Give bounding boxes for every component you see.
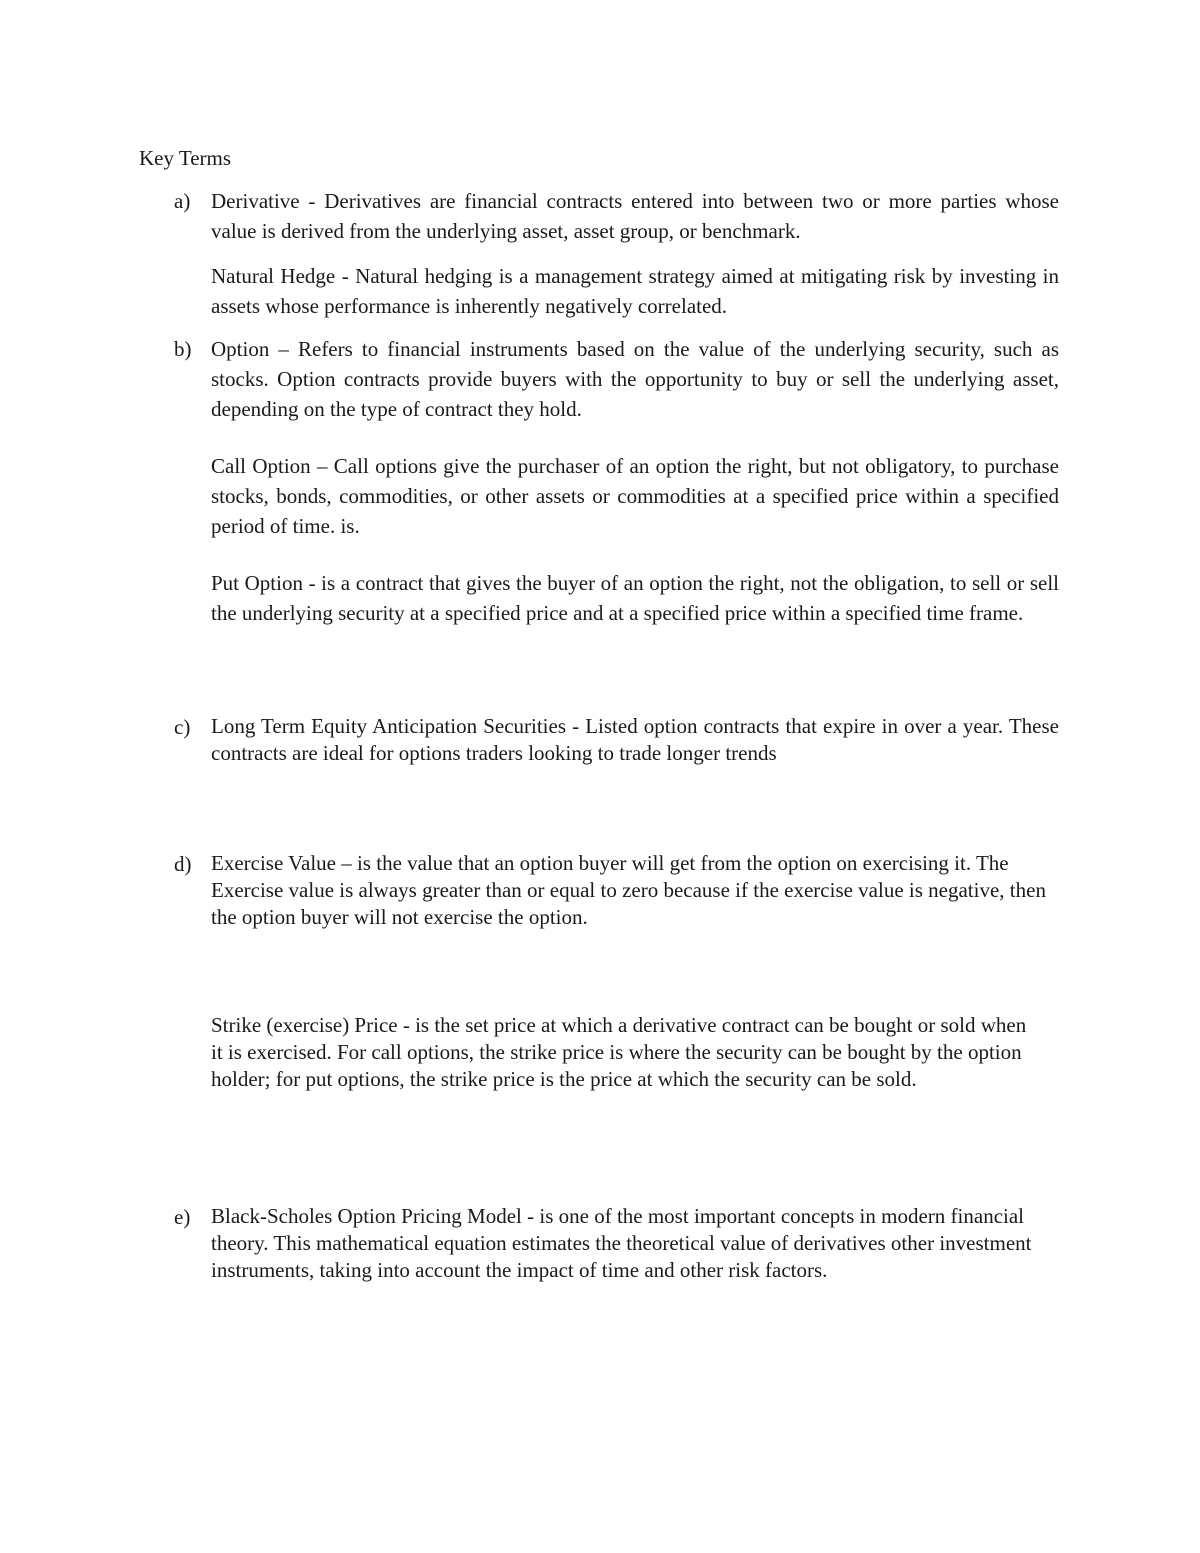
list-marker-b: b) — [174, 337, 192, 361]
term-black-scholes: Black-Scholes Option Pricing Model - is one of the most important concepts in modern financial theory. This mathematical equation estimates the theoretical value of derivatives other investment instruments, taking into account the impact of time and other risk factors. — [211, 1204, 1032, 1282]
list-marker-e: e) — [174, 1205, 191, 1229]
term-leaps: Long Term Equity Anticipation Securities - Listed option contracts that expire in over a year. These contracts are ideal for options traders looking to trade longer trends — [211, 714, 1059, 765]
term-strike-price: Strike (exercise) Price - is the set price at which a derivative contract can be bought or sold when it is exercised. For call options, the strike price is where the security can be bought by the option holder; for put options, the strike price is the price at which the security can be sold. — [211, 1013, 1027, 1091]
term-call-option: Call Option – Call options give the purchaser of an option the right, but not obligatory, to purchase stocks, bonds, commodities, or other assets or commodities at a specified price within a specified period of time. is. — [211, 454, 1059, 538]
term-exercise-value: Exercise Value – is the value that an option buyer will get from the option on exercising it. The Exercise value is always greater than or equal to zero because if the exercise value is negative, then the option buyer will not exercise the option. — [211, 851, 1046, 929]
term-natural-hedge: Natural Hedge - Natural hedging is a management strategy aimed at mitigating risk by investing in assets whose performance is inherently negatively correlated. — [211, 264, 1059, 318]
list-marker-a: a) — [174, 189, 191, 213]
term-put-option: Put Option - is a contract that gives the buyer of an option the right, not the obligation, to sell or sell the underlying security at a specified price and at a specified price within a specified time frame. — [211, 571, 1059, 625]
term-option: Option – Refers to financial instruments based on the value of the underlying security, such as stocks. Option contracts provide buyers with the opportunity to buy or sell the underlying asset, depending on the type of contract they hold. — [211, 337, 1059, 421]
page-title: Key Terms — [139, 146, 232, 170]
list-marker-c: c) — [174, 715, 191, 739]
list-marker-d: d) — [174, 852, 192, 876]
term-derivative: Derivative - Derivatives are financial contracts entered into between two or more parties whose value is derived from the underlying asset, asset group, or benchmark. — [211, 189, 1059, 243]
